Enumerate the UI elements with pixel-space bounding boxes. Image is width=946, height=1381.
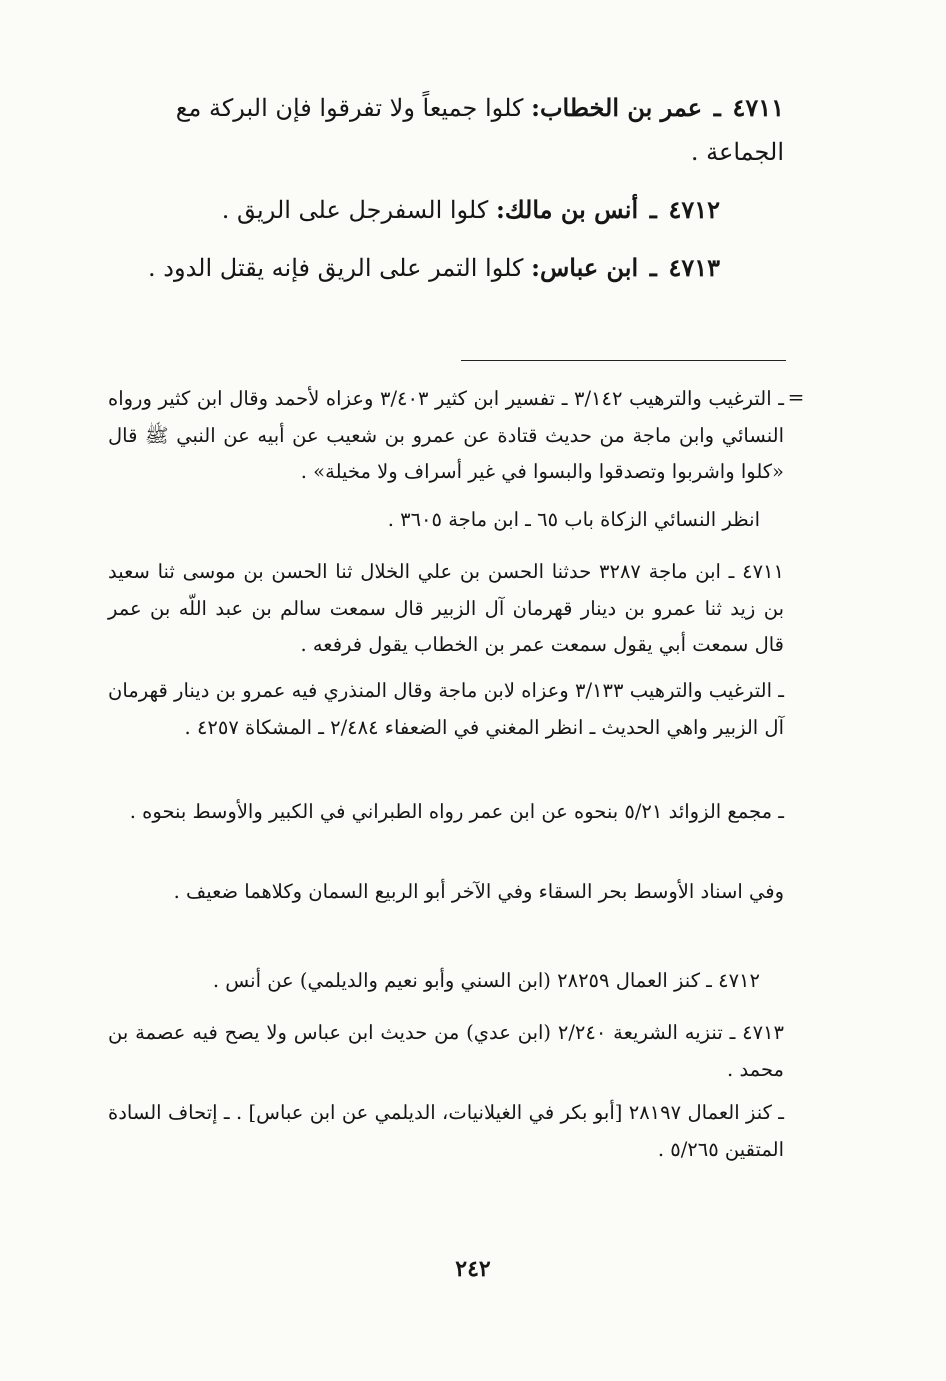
footnote-paragraph: ـ الترغيب والترهيب ٣/١٤٢ ـ تفسير ابن كثير ٣/٤٠٣ وعزاه لأحمد وقال ابن كثير ورواه النسائي وابن ماجة من حديث قتادة عن عمرو بن شعيب عن أبيه عن النبي ﷺ قال «كلوا واشربوا وتصدقوا والبسوا في غير أسراف ولا مخيلة» . <box>108 387 784 483</box>
page-number: ٢٤٢ <box>455 1256 491 1282</box>
entry-narrator: عمر بن الخطاب <box>539 93 703 122</box>
entry-dash: ـ <box>649 195 657 224</box>
footnote-paragraph: ٤٧١٢ ـ كنز العمال ٢٨٢٥٩ (ابن السني وأبو نعيم والديلمي) عن أنس . <box>212 969 760 992</box>
entry-number: ٤٧١١ <box>732 93 784 122</box>
footnote-paragraph: ٤٧١٣ ـ تنزيه الشريعة ٢/٢٤٠ (ابن عدي) من حديث ابن عباس ولا يصح فيه عصمة بن محمد . <box>108 1021 785 1081</box>
entry-number: ٤٧١٣ <box>668 253 720 282</box>
footnote-continuation-marker: = <box>787 385 805 409</box>
footnote-paragraph: انظر النسائي الزكاة باب ٦٥ ـ ابن ماجة ٣٦٠٥ . <box>387 508 760 531</box>
entry-text: كلوا التمر على الريق فإنه يقتل الدود . <box>148 254 524 282</box>
entry-colon: : <box>495 195 505 224</box>
entry-dash: ـ <box>649 253 657 282</box>
entry-colon: : <box>531 93 540 122</box>
footnote-paragraph: وفي اسناد الأوسط بحر السقاء وفي الآخر أبو الربيع السمان وكلاهما ضعيف . <box>173 880 784 903</box>
hadith-entry-4713 <box>108 246 720 290</box>
footnote-paragraph: ٤٧١١ ـ ابن ماجة ٣٢٨٧ حدثنا الحسن بن علي الخلال ثنا الحسن بن موسى ثنا سعيد بن زيد ثنا عمرو بن دينار قهرمان آل الزبير قال سمعت سالم بن عبد اللّه بن عمر قال سمعت أبي يقول سمعت عمر بن الخطاب يقول فرفعه . <box>108 560 785 656</box>
entry-dash: ـ <box>713 93 721 122</box>
footnote-paragraph: ـ مجمع الزوائد ٥/٢١ بنحوه عن ابن عمر رواه الطبراني في الكبير والأوسط بنحوه . <box>129 800 784 823</box>
entry-narrator: أنس بن مالك <box>504 195 639 224</box>
entry-number: ٤٧١٢ <box>668 195 720 224</box>
footnote-divider <box>461 360 786 361</box>
entry-narrator: ابن عباس <box>539 253 639 282</box>
entry-text: كلوا جميعاً ولا تفرقوا فإن البركة مع الجماعة . <box>175 94 784 166</box>
entry-colon: : <box>531 253 540 282</box>
footnote-paragraph: ـ كنز العمال ٢٨١٩٧ [أبو بكر في الغيلانيات، الديلمي عن ابن عباس] . ـ إتحاف السادة المتقين ٥/٢٦٥ . <box>108 1101 784 1161</box>
footnote-paragraph: ـ الترغيب والترهيب ٣/١٣٣ وعزاه لابن ماجة وقال المنذري فيه عمرو بن دينار قهرمان آل الزبير واهي الحديث ـ انظر المغني في الضعفاء ٢/٤٨٤ ـ المشكاة ٤٢٥٧ . <box>108 679 784 739</box>
hadith-entry-4711 <box>108 86 784 174</box>
hadith-entry-4712 <box>108 188 720 232</box>
entry-text: كلوا السفرجل على الريق . <box>221 196 489 224</box>
